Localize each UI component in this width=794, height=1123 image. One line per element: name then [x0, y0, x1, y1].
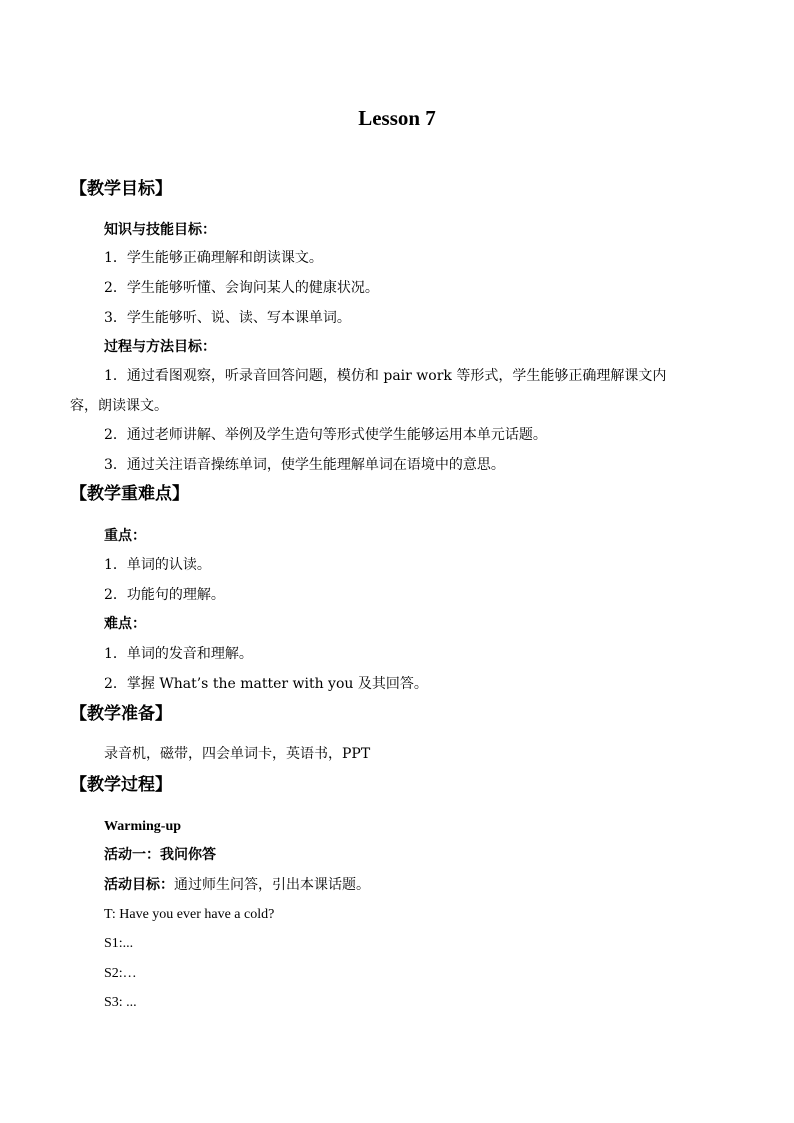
- difficulty-item: 2．掌握 What’s the matter with you 及其回答。: [104, 676, 428, 692]
- focus-item: 2．功能句的理解。: [104, 587, 225, 603]
- dialogue-line: T: Have you ever have a cold?: [104, 907, 275, 922]
- difficulty-item: 1．单词的发音和理解。: [104, 646, 253, 662]
- process-goal-item: 3．通过关注语音操练单词，使学生能理解单词在语境中的意思。: [104, 457, 505, 473]
- process-goal-item: 1．通过看图观察，听录音回答问题，模仿和 pair work 等形式，学生能够正确理解课文内: [104, 368, 667, 384]
- activity-goal: [104, 875, 370, 895]
- warmup-title: Warming-up: [104, 819, 182, 834]
- focus-title: 重点：: [104, 528, 146, 544]
- dialogue-line: S1:...: [104, 936, 134, 951]
- focus-item: 1．单词的认读。: [104, 557, 211, 573]
- preparation-materials: 录音机，磁带，四会单词卡，英语书，PPT: [104, 746, 371, 762]
- dialogue-line: S2:…: [104, 966, 137, 981]
- process-goal-item-continued: 容，朗读课文。: [70, 398, 168, 414]
- knowledge-goal-item: 2．学生能够听懂、会询问某人的健康状况。: [104, 280, 379, 296]
- knowledge-goal-item: 3．学生能够听、说、读、写本课单词。: [104, 310, 351, 326]
- section-heading-key-points: 【教学重难点】: [70, 484, 189, 504]
- section-heading-goals: 【教学目标】: [70, 179, 172, 199]
- difficulty-title: 难点：: [104, 616, 146, 632]
- section-heading-preparation: 【教学准备】: [70, 704, 172, 724]
- activity-goal-text: 通过师生问答，引出本课话题。: [174, 877, 370, 893]
- process-goals-title: 过程与方法目标：: [104, 339, 216, 355]
- section-heading-process: 【教学过程】: [70, 775, 172, 795]
- knowledge-goals-title: 知识与技能目标：: [104, 222, 216, 238]
- activity-title: 活动一：我问你答: [104, 847, 216, 863]
- dialogue-line: S3: ...: [104, 995, 137, 1010]
- knowledge-goal-item: 1．学生能够正确理解和朗读课文。: [104, 250, 323, 266]
- process-goal-item: 2．通过老师讲解、举例及学生造句等形式使学生能够运用本单元话题。: [104, 427, 547, 443]
- activity-goal-label: 活动目标：: [104, 877, 174, 893]
- lesson-title: Lesson 7: [358, 106, 436, 130]
